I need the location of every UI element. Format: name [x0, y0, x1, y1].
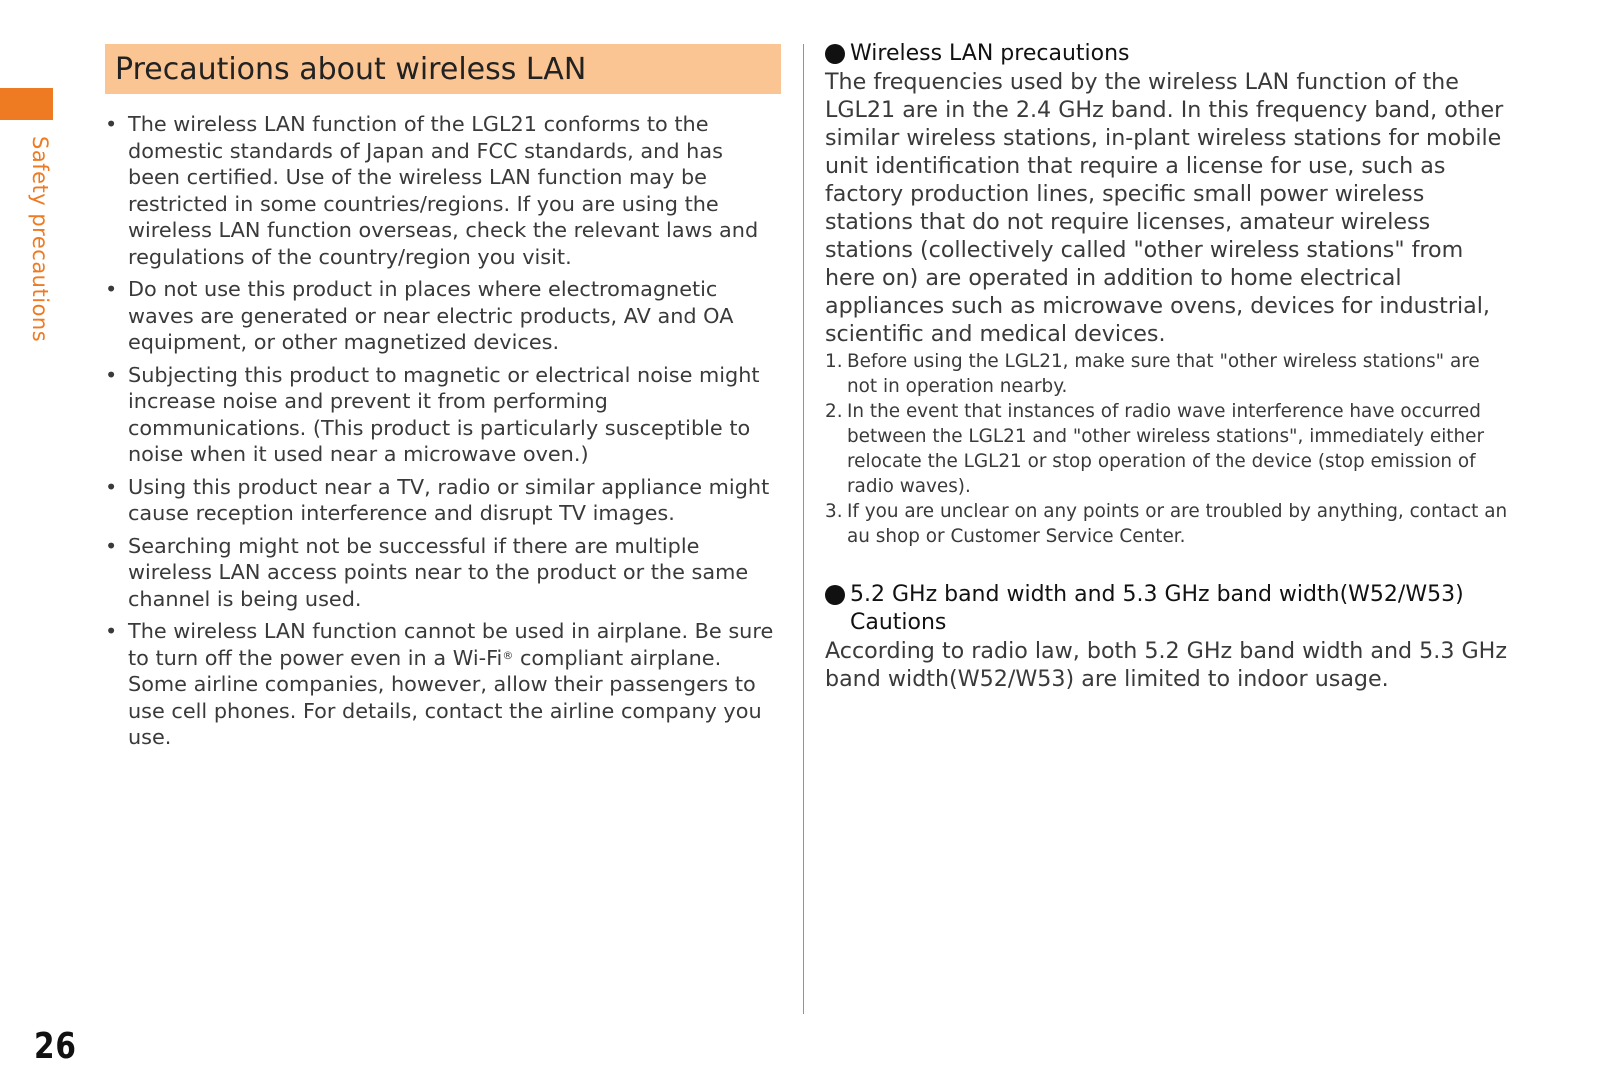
- filled-circle-icon: [825, 585, 845, 605]
- bullet-marker: •: [105, 533, 118, 558]
- list-item-text: Using this product near a TV, radio or similar appliance might cause reception interference and disrupt TV images.: [128, 474, 770, 525]
- section-heading: [825, 581, 1515, 637]
- step-item: [825, 349, 1515, 399]
- step-item: [825, 499, 1515, 549]
- filled-circle-icon: [825, 44, 845, 64]
- bullet-marker: •: [105, 474, 118, 499]
- right-column: [825, 40, 1515, 693]
- list-item: [105, 362, 781, 468]
- list-item: [105, 276, 781, 356]
- bullet-marker: •: [105, 112, 118, 136]
- list-item-text: The wireless LAN function cannot be used in airplane. Be sure to turn off the power even in a Wi-Fi: [128, 619, 774, 670]
- precaution-list: [105, 111, 781, 751]
- list-item-text: The wireless LAN function of the LGL21 conforms to the domestic standards of Japan and FCC standards, and has been certified. Use of the wireless LAN function may be restricted in some countries/regions. If you are using the wireless LAN function overseas, check the relevant laws and regulations of the country/region you visit.: [128, 112, 759, 269]
- section-paragraph: According to radio law, both 5.2 GHz band width and 5.3 GHz band width(W52/W53) are limited to indoor usage.: [825, 638, 1508, 692]
- list-item: [105, 618, 781, 751]
- column-divider: [803, 44, 804, 1014]
- section-paragraph: The frequencies used by the wireless LAN function of the LGL21 are in the 2.4 GHz band. In this frequency band, other similar wireless stations, in-plant wireless stations for mobile unit identification that require a license for use, such as factory production lines, specific small power wireless stations that do not require licenses, amateur wireless stations (collectively called "other wireless stations" from here on) are operated in addition to home electrical appliances such as microwave ovens, devices for industrial, scientific and medical devices.: [825, 69, 1504, 347]
- page-number: 26: [34, 1026, 77, 1067]
- step-text: Before using the LGL21, make sure that "other wireless stations" are not in operation nearby.: [847, 351, 1480, 397]
- bullet-marker: •: [105, 277, 118, 301]
- section-heading-text: 5.2 GHz band width and 5.3 GHz band width(W52/W53) Cautions: [850, 582, 1464, 635]
- section-heading-text: Wireless LAN precautions: [850, 41, 1130, 66]
- step-number: 1.: [825, 351, 843, 372]
- step-text: If you are unclear on any points or are troubled by anything, contact an au shop or Customer Service Center.: [847, 501, 1508, 547]
- page-title: Precautions about wireless LAN: [105, 44, 781, 94]
- list-item: [105, 533, 781, 613]
- section-tab-marker: [0, 88, 53, 120]
- bullet-marker: •: [105, 619, 118, 643]
- step-text: In the event that instances of radio wave interference have occurred between the LGL21 and "other wireless stations", immediately either relocate the LGL21 or stop operation of the device (stop emission of radio waves).: [847, 401, 1485, 497]
- step-number: 3.: [825, 501, 843, 522]
- list-item-text: compliant airplane. Some airline companies, however, allow their passengers to use cell phones. For details, contact the airline company you use.: [128, 645, 762, 749]
- step-number: 2.: [825, 401, 843, 422]
- section-heading: [825, 40, 1515, 68]
- registered-mark: ®: [502, 648, 514, 662]
- list-item-text: Subjecting this product to magnetic or electrical noise might increase noise and prevent it from performing communications. (This product is particularly susceptible to noise when it used near a microwave oven.): [128, 362, 760, 466]
- list-item: [105, 474, 781, 527]
- numbered-steps: [825, 349, 1515, 549]
- left-column: [105, 44, 781, 757]
- list-item-text: Do not use this product in places where electromagnetic waves are generated or near electric products, AV and OA equipment, or other magnetized devices.: [128, 277, 734, 354]
- list-item: [105, 111, 781, 270]
- section-label: Safety precautions: [28, 136, 52, 343]
- step-item: [825, 399, 1515, 499]
- bullet-marker: •: [105, 362, 118, 387]
- list-item-text: Searching might not be successful if there are multiple wireless LAN access points near to the product or the same channel is being used.: [128, 533, 749, 611]
